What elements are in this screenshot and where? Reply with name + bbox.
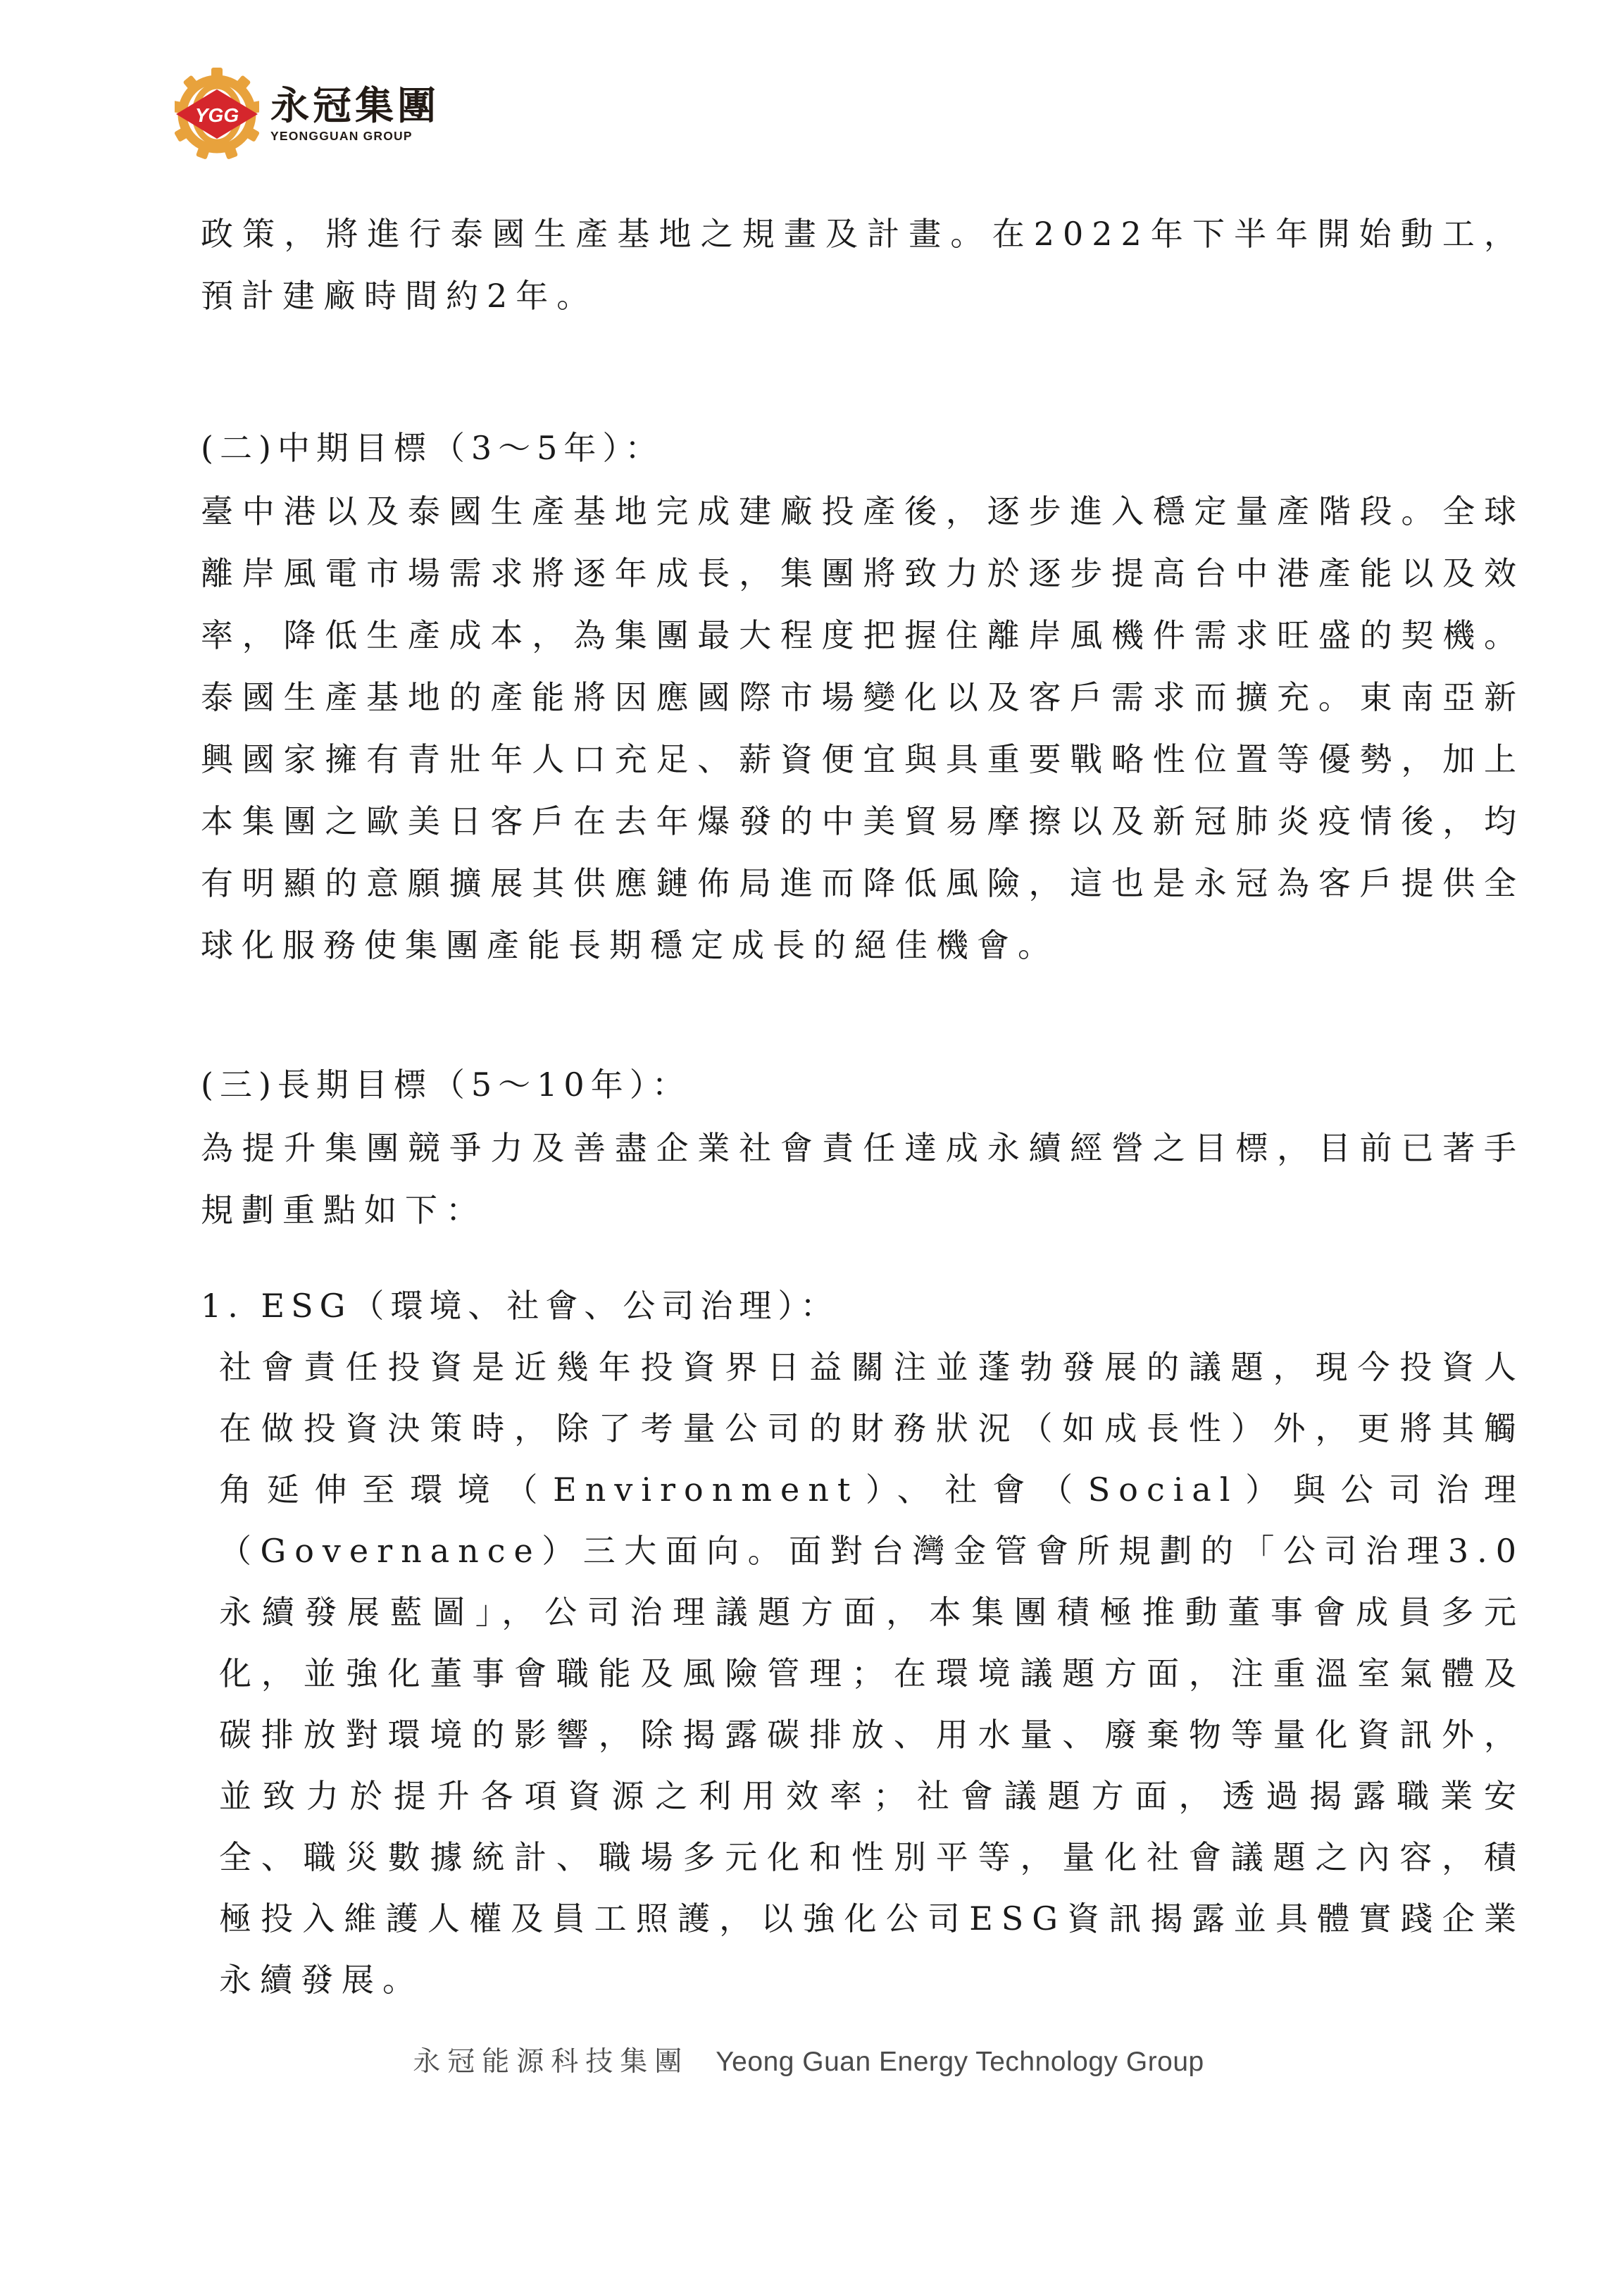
section-heading-long-term: (三)長期目標（5～10年）： (201, 1066, 691, 1104)
brand-name-zh: 永冠集團 (270, 83, 440, 128)
brand-block (270, 85, 439, 144)
page-footer (0, 2040, 1617, 2079)
paragraph-mid-term: 臺中港以及泰國生產基地完成建廠投產後，逐步進入穩定量產階段。全球離岸風電市場需求將逐年成長，集團將致力於逐步提高台中港產能以及效率，降低生產成本，為集團最大程度把握住離岸風機件需求旺盛的契機。泰國生產基地的產能將因應國際市場變化以及客戶需求而擴充。東南亞新興國家擁有青壯年人口充足、薪資便宜與具重要戰略性位置等優勢，加上本集團之歐美日客戶在去年爆發的中美貿易摩擦以及新冠肺炎疫情後，均有明顯的意願擴展其供應鏈佈局進而降低風險，這也是永冠為客戶提供全球化服務使集團產能長期穩定成長的絕佳機會。 (201, 492, 1525, 964)
paragraph-continuation: 政策，將進行泰國生產基地之規畫及計畫。在2022年下半年開始動工，預計建廠時間約2年。 (201, 215, 1525, 315)
list-item-esg: 1. ESG（環境、社會、公司治理）： (201, 1287, 839, 1325)
logo (175, 68, 439, 161)
ygg-gear-logo (175, 68, 259, 161)
ygg-monogram: YGG (194, 104, 239, 126)
footer-company-zh: 永冠能源科技集團 (413, 2046, 689, 2078)
brand-name-en: YEONGGUAN GROUP (270, 129, 413, 143)
paragraph-long-term-intro: 為提升集團競爭力及善盡企業社會責任達成永續經營之目標，目前已著手規劃重點如下： (201, 1129, 1525, 1229)
document-body (201, 203, 1525, 2011)
footer-company-en: Yeong Guan Energy Technology Group (716, 2047, 1204, 2077)
section-heading-mid-term: (二)中期目標（3～5年）： (201, 429, 664, 467)
paragraph-esg-detail: 社會責任投資是近幾年投資界日益關注並蓬勃發展的議題，現今投資人在做投資決策時，除了考量公司的財務狀況（如成長性）外，更將其觸角延伸至環境（Environment）、社會（Social）與公司治理（Governance）三大面向。面對台灣金管會所規劃的「公司治理3.0永續發展藍圖」，公司治理議題方面，本集團積極推動董事會成員多元化，並強化董事會職能及風險管理；在環境議題方面，注重溫室氣體及碳排放對環境的影響，除揭露碳排放、用水量、廢棄物等量化資訊外，並致力於提升各項資源之利用效率；社會議題方面，透過揭露職業安全、職災數據統計、職場多元化和性別平等，量化社會議題之內容，積極投入維護人權及員工照護，以強化公司ESG資訊揭露並具體實踐企業永續發展。 (219, 1348, 1525, 1999)
